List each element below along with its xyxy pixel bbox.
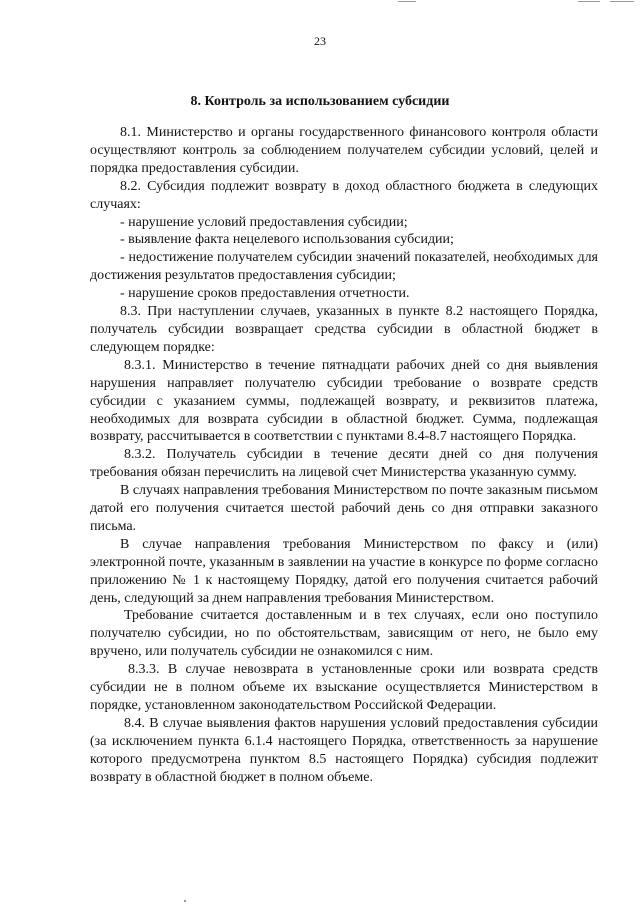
paragraph-8-3-3: 8.3.3. В случае невозврата в установленные сроки или возврата средств субсидии не в полном объеме их взыскание осуществляется Министерством в порядке, установленном законодательством Российской Федерации. [90,662,598,713]
document-body [90,124,598,787]
paragraph-8-3-2: 8.3.2. Получатель субсидии в течение десяти дней со дня получения требования обязан перечислить на лицевой счет Министерства указанную сумму. [90,447,598,481]
paragraph-deemed-delivered: Требование считается доставленным и в тех случаях, если оно поступило получателю субсидии, но по обстоятельствам, зависящим от него, не было ему вручено, или получатель субсидии не ознакомился с ним. [90,608,598,660]
paragraph-8-4: 8.4. В случае выявления фактов нарушения условий предоставления субсидии (за исключением пункта 6.1.4 настоящего Порядка, ответственность за нарушение которого предусмотрена пунктом 8.5 настоящего Порядка) субсидия подлежит возврату в областной бюджет в полном объеме. [90,715,598,785]
scan-dot [184,900,186,902]
paragraph-8-1: 8.1. Министерство и органы государственного финансового контроля области осуществляют контроль за соблюдением получателем субсидии условий, целей и порядка предоставления субсидии. [90,125,598,176]
page-number: 23 [314,34,326,48]
paragraph-8-3-1: 8.3.1. Министерство в течение пятнадцати рабочих дней со дня выявления нарушения направляет получателю субсидии требование о возврате средств субсидии с указанием суммы, подлежащей возврату, и реквизитов платежа, необходимых для возврата субсидии в областной бюджет. Сумма, подлежащая возврату, рассчитывается в соответствии с пунктами 8.4-8.7 настоящего Порядка. [90,357,598,445]
list-item-indicators: - недостижение получателем субсидии значений показателей, необходимых для достижения результатов предоставления субсидии; [90,250,598,284]
scan-top-marks [0,0,640,8]
paragraph-mail-delivery: В случаях направления требования Министерством по почте заказным письмом датой его получения считается шестой рабочий день со дня отправки заказного письма. [90,483,598,534]
section-title: 8. Контроль за использованием субсидии [190,94,450,109]
list-item-misuse: - выявление факта нецелевого использования субсидии; [120,232,454,248]
list-item-violation-conditions: - нарушение условий предоставления субсидии; [120,214,408,230]
paragraph-8-2: 8.2. Субсидия подлежит возврату в доход областного бюджета в следующих случаях: [90,178,598,212]
list-item-reporting-deadlines: - нарушение сроков предоставления отчетности. [120,286,410,302]
paragraph-fax-delivery: В случае направления требования Министерством по факсу и (или) электронной почте, указанным в заявлении на участие в конкурсе по форме согласно приложению № 1 к настоящему Порядку, датой его получения считается рабочий день, следующий за днем направления требования Министерством. [90,536,598,606]
paragraph-8-3: 8.3. При наступлении случаев, указанных в пункте 8.2 настоящего Порядка, получатель субсидии возвращает средства субсидии в областной бюджет в следующем порядке: [90,304,598,355]
